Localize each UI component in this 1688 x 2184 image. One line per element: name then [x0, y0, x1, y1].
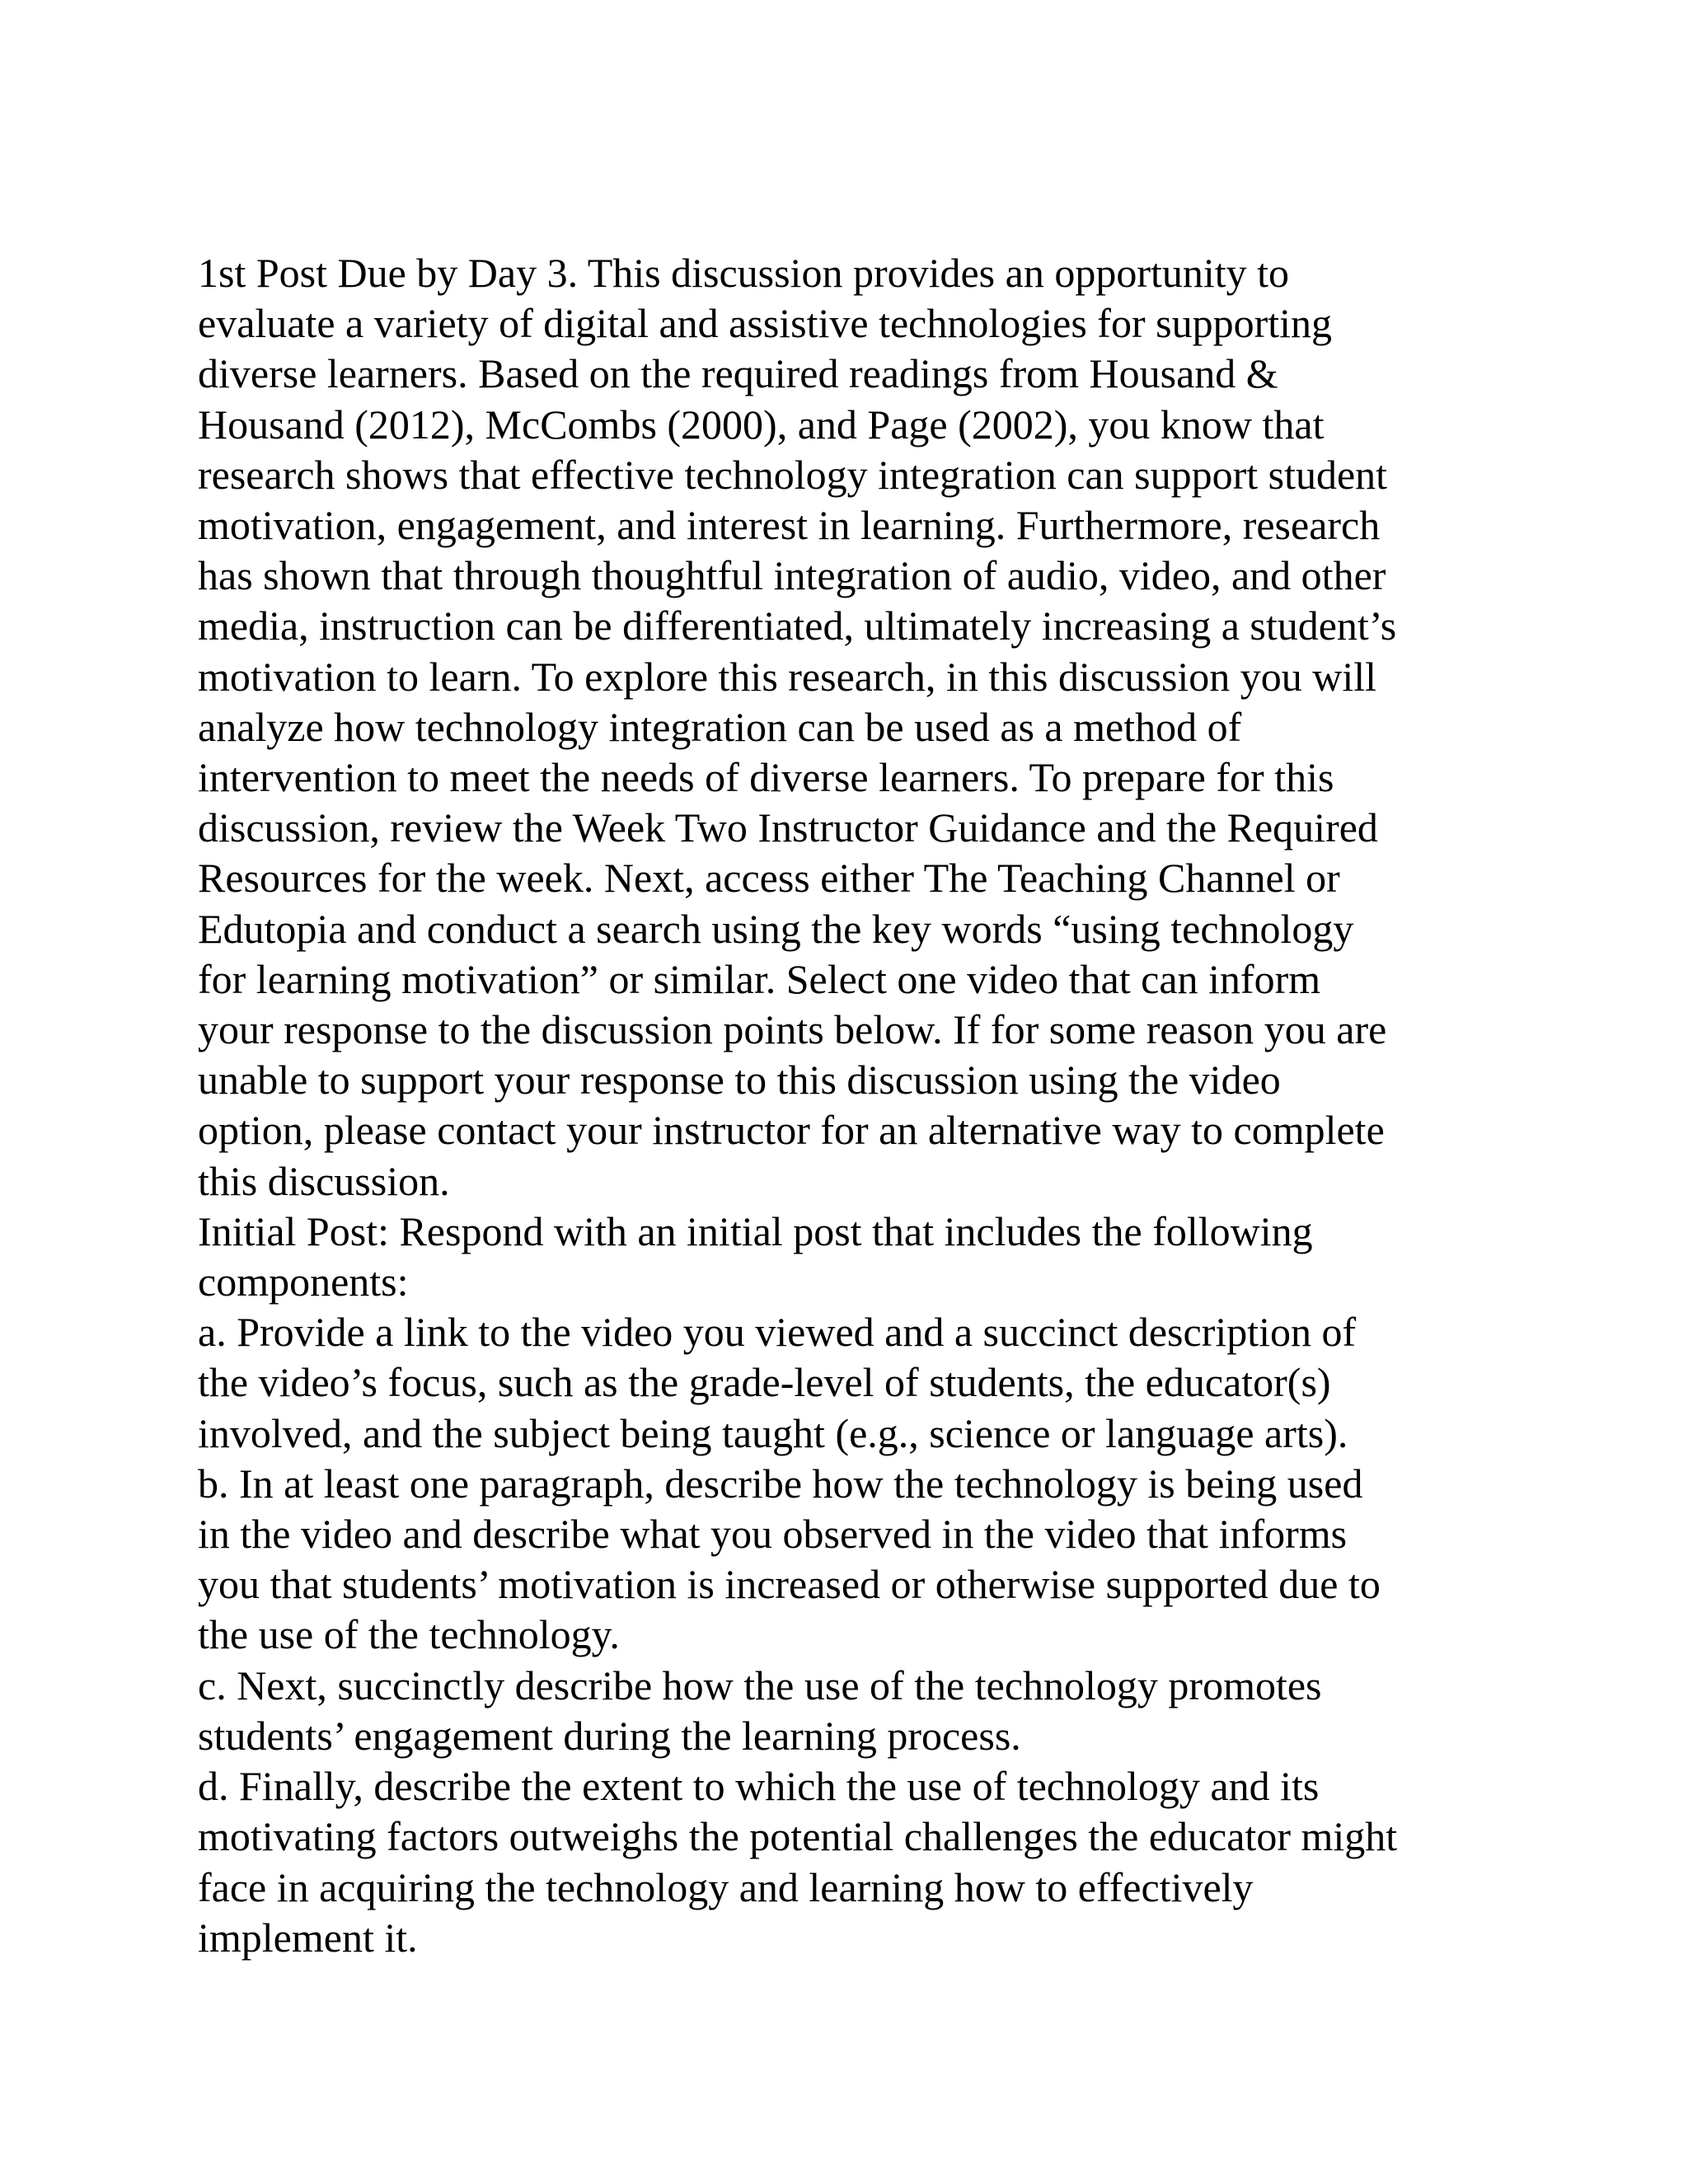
text-line: a. Provide a link to the video you viewed and a succinct description of — [198, 1309, 1357, 1356]
text-line: you that students’ motivation is increased or otherwise supported due to — [198, 1561, 1381, 1608]
text-line: Housand (2012), McCombs (2000), and Page (2002), you know that — [198, 401, 1325, 448]
text-line: involved, and the subject being taught (e.g., science or language arts). — [198, 1409, 1348, 1456]
text-line: analyze how technology integration can be used as a method of — [198, 703, 1242, 750]
text-line: d. Finally, describe the extent to which the use of technology and its — [198, 1763, 1320, 1810]
text-line: motivating factors outweighs the potential challenges the educator might — [198, 1813, 1398, 1860]
text-line: motivation to learn. To explore this research, in this discussion you will — [198, 653, 1377, 700]
text-line: students’ engagement during the learning process. — [198, 1712, 1021, 1759]
text-line: research shows that effective technology integration can support student — [198, 451, 1388, 498]
text-line: c. Next, succinctly describe how the use of the technology promotes — [198, 1661, 1322, 1708]
text-line: Edutopia and conduct a search using the key words “using technology — [198, 905, 1354, 952]
text-line: for learning motivation” or similar. Select one video that can inform — [198, 955, 1321, 1002]
text-line: has shown that through thoughtful integration of audio, video, and other — [198, 552, 1386, 599]
text-line: intervention to meet the needs of diverse learners. To prepare for this — [198, 754, 1334, 801]
text-line: the use of the technology. — [198, 1611, 620, 1658]
text-line: evaluate a variety of digital and assistive technologies for supporting — [198, 300, 1333, 347]
text-line: diverse learners. Based on the required readings from Housand & — [198, 350, 1278, 397]
text-line: Initial Post: Respond with an initial post that includes the following — [198, 1207, 1313, 1254]
text-line: Resources for the week. Next, access either The Teaching Channel or — [198, 855, 1340, 902]
text-line: the video’s focus, such as the grade-level of students, the educator(s) — [198, 1359, 1331, 1406]
text-line: option, please contact your instructor for an alternative way to complete — [198, 1107, 1385, 1154]
text-line: unable to support your response to this discussion using the video — [198, 1057, 1281, 1104]
text-line: 1st Post Due by Day 3. This discussion provides an opportunity to — [198, 250, 1290, 296]
text-line: your response to the discussion points below. If for some reason you are — [198, 1006, 1387, 1053]
text-line: motivation, engagement, and interest in learning. Furthermore, research — [198, 502, 1381, 549]
text-line: this discussion. — [198, 1157, 450, 1204]
text-line: components: — [198, 1258, 409, 1305]
text-line: b. In at least one paragraph, describe how the technology is being used — [198, 1460, 1363, 1507]
text-line: in the video and describe what you observed in the video that informs — [198, 1511, 1348, 1558]
text-line: media, instruction can be differentiated, ultimately increasing a student’s — [198, 602, 1397, 649]
text-line: implement it. — [198, 1914, 418, 1961]
document-body — [198, 248, 1566, 1963]
text-line: face in acquiring the technology and learning how to effectively — [198, 1863, 1254, 1910]
text-line: discussion, review the Week Two Instructor Guidance and the Required — [198, 804, 1378, 851]
